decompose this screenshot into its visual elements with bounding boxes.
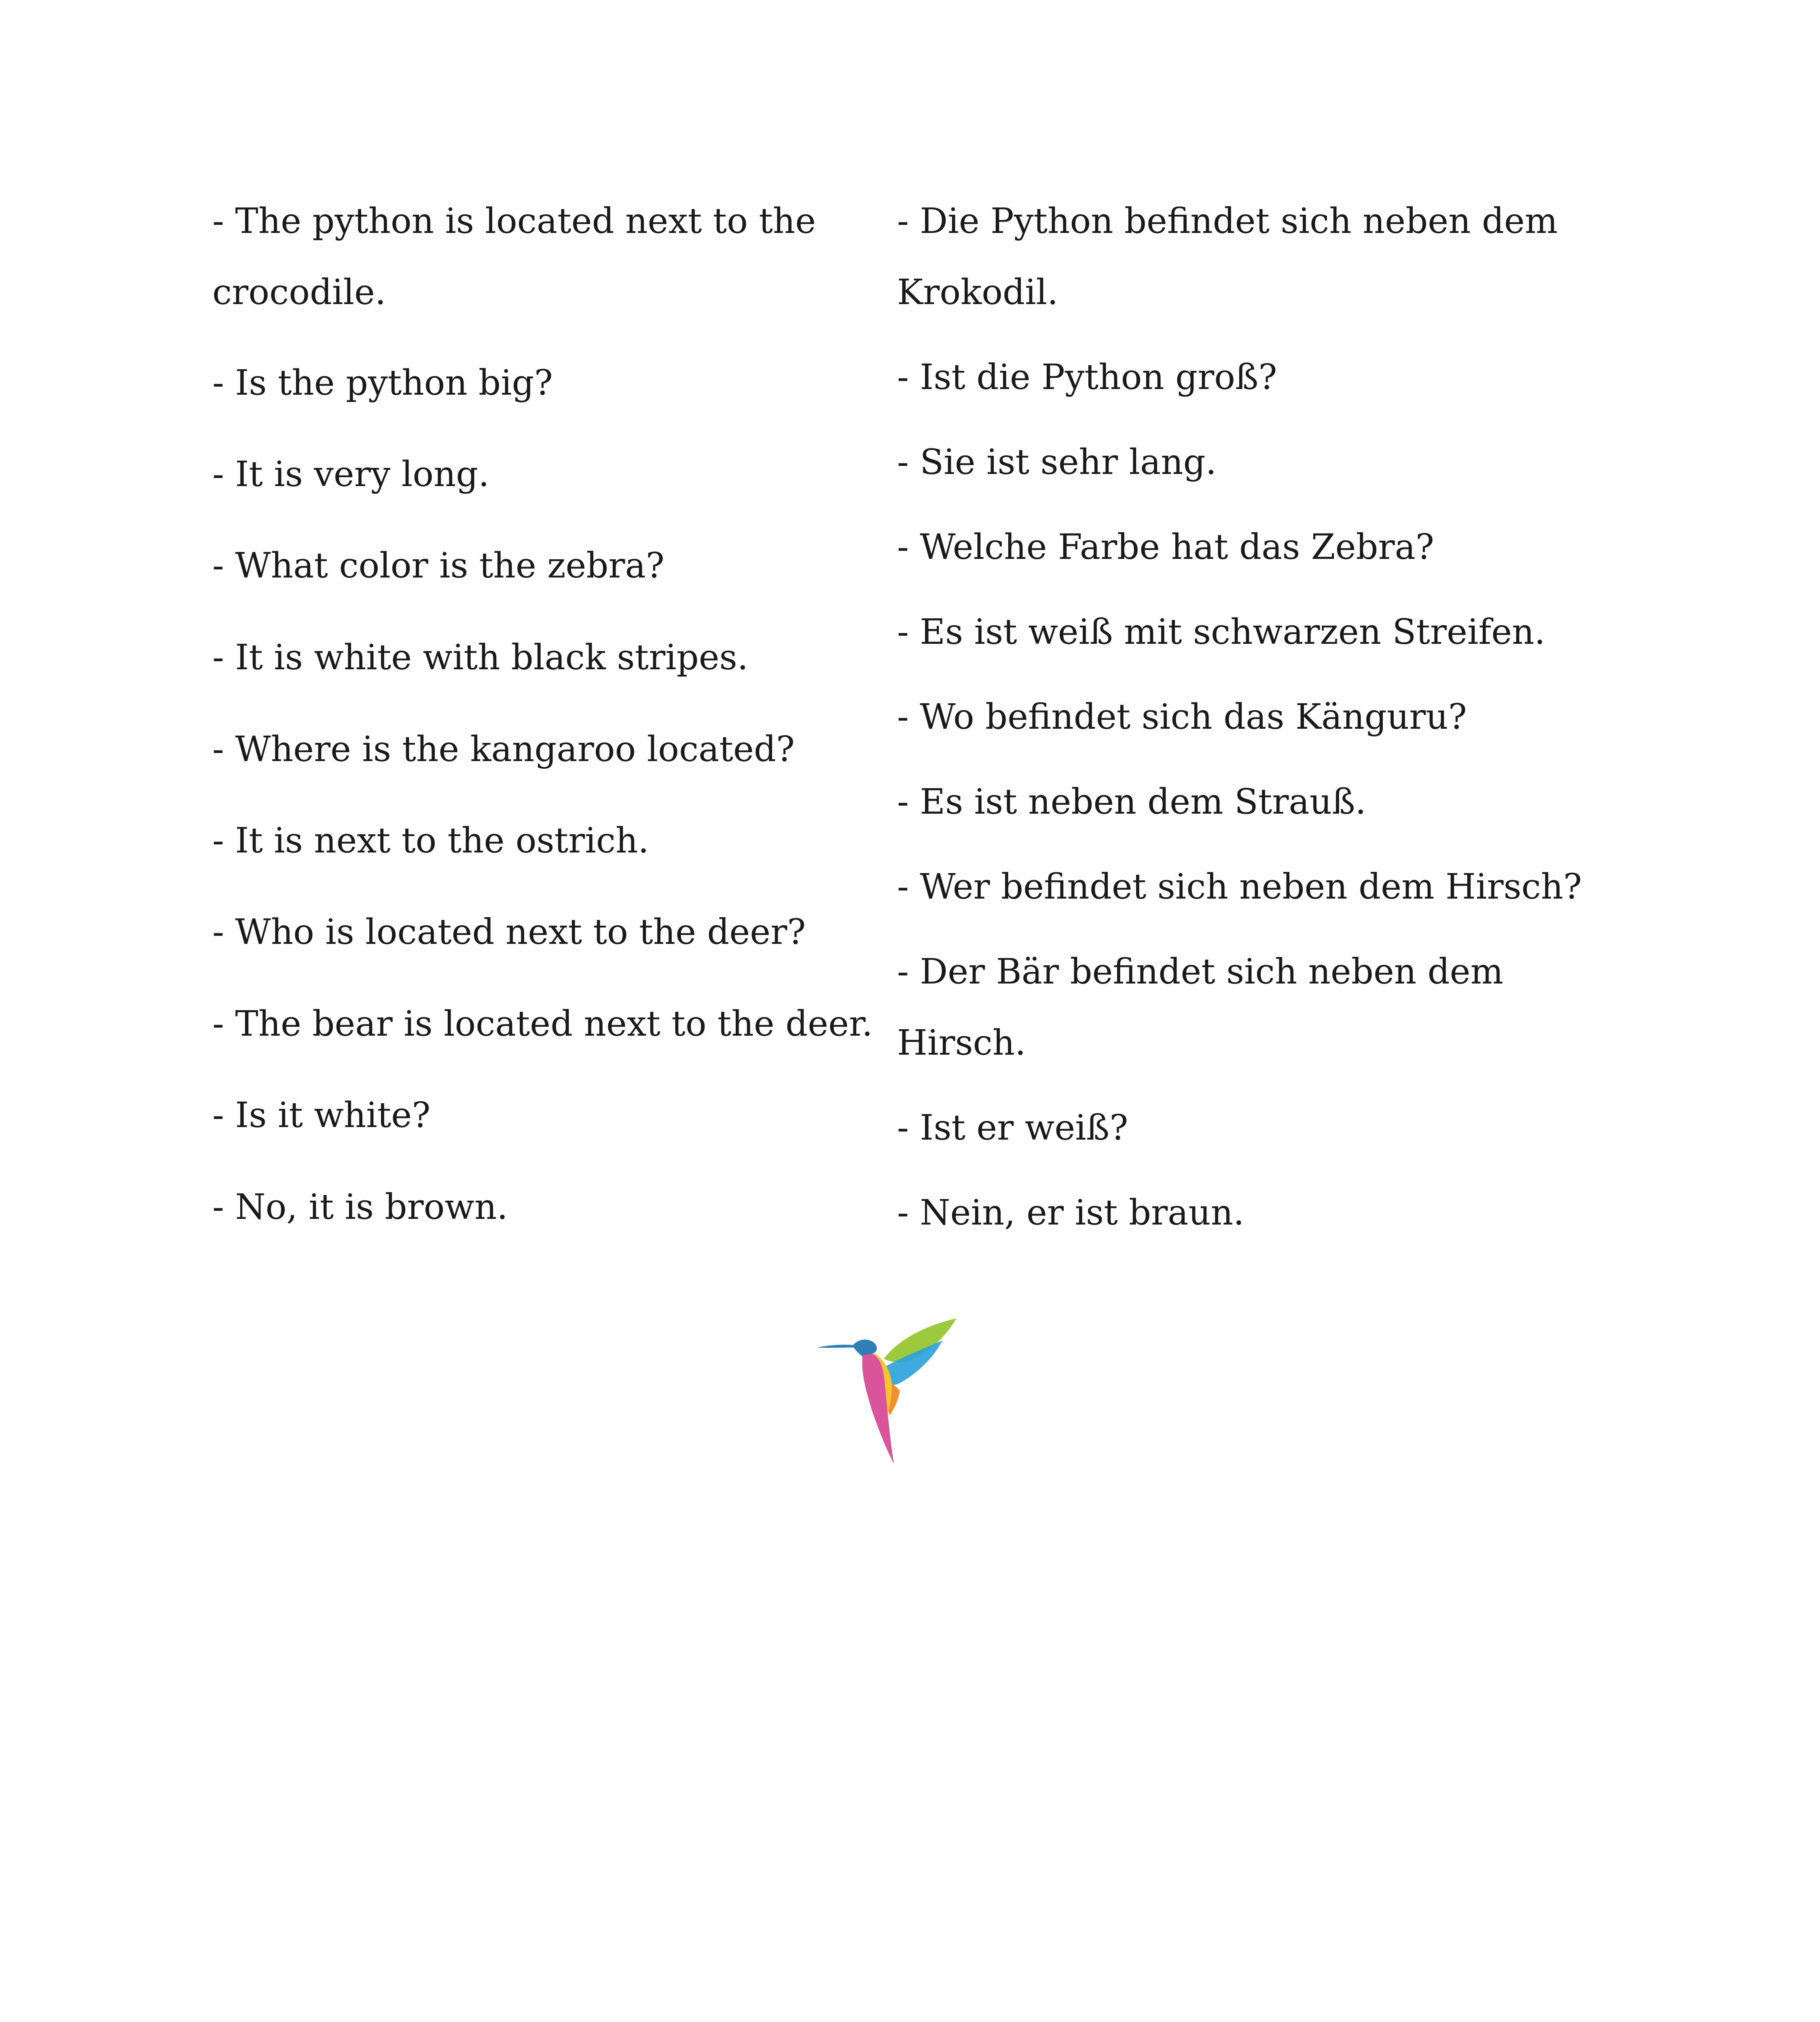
english-line: - It is next to the ostrich.: [212, 821, 649, 861]
german-line: - Die Python befindet sich neben dem: [897, 201, 1558, 241]
german-line: - Welche Farbe hat das Zebra?: [897, 527, 1435, 567]
english-line: - The python is located next to the: [212, 201, 816, 241]
english-line: - Is it white?: [212, 1095, 431, 1136]
english-line: - Is the python big?: [212, 363, 553, 403]
german-line: - Es ist weiß mit schwarzen Streifen.: [897, 612, 1545, 652]
german-line: Hirsch.: [897, 1023, 1026, 1063]
english-line: - What color is the zebra?: [212, 546, 665, 586]
german-line: - Ist er weiß?: [897, 1108, 1128, 1148]
german-line: - Nein, er ist braun.: [897, 1193, 1244, 1233]
beak-shape: [817, 1345, 854, 1348]
english-line: - It is very long.: [212, 454, 489, 495]
english-line: - It is white with black stripes.: [212, 637, 749, 678]
english-line: - The bear is located next to the deer.: [212, 1004, 873, 1044]
german-line: - Sie ist sehr lang.: [897, 442, 1217, 482]
english-line: crocodile.: [212, 272, 386, 313]
german-line: - Wo befindet sich das Känguru?: [897, 697, 1467, 737]
head-shape: [853, 1340, 877, 1356]
german-line: - Es ist neben dem Strauß.: [897, 782, 1366, 822]
german-line: Krokodil.: [897, 272, 1058, 313]
hummingbird-icon: [817, 1318, 959, 1468]
german-line: - Wer befindet sich neben dem Hirsch?: [897, 867, 1582, 907]
english-line: - Where is the kangaroo located?: [212, 729, 795, 770]
english-line: - Who is located next to the deer?: [212, 912, 806, 952]
german-line: - Der Bär befindet sich neben dem: [897, 952, 1504, 992]
english-line: - No, it is brown.: [212, 1187, 508, 1227]
german-line: - Ist die Python groß?: [897, 357, 1277, 398]
